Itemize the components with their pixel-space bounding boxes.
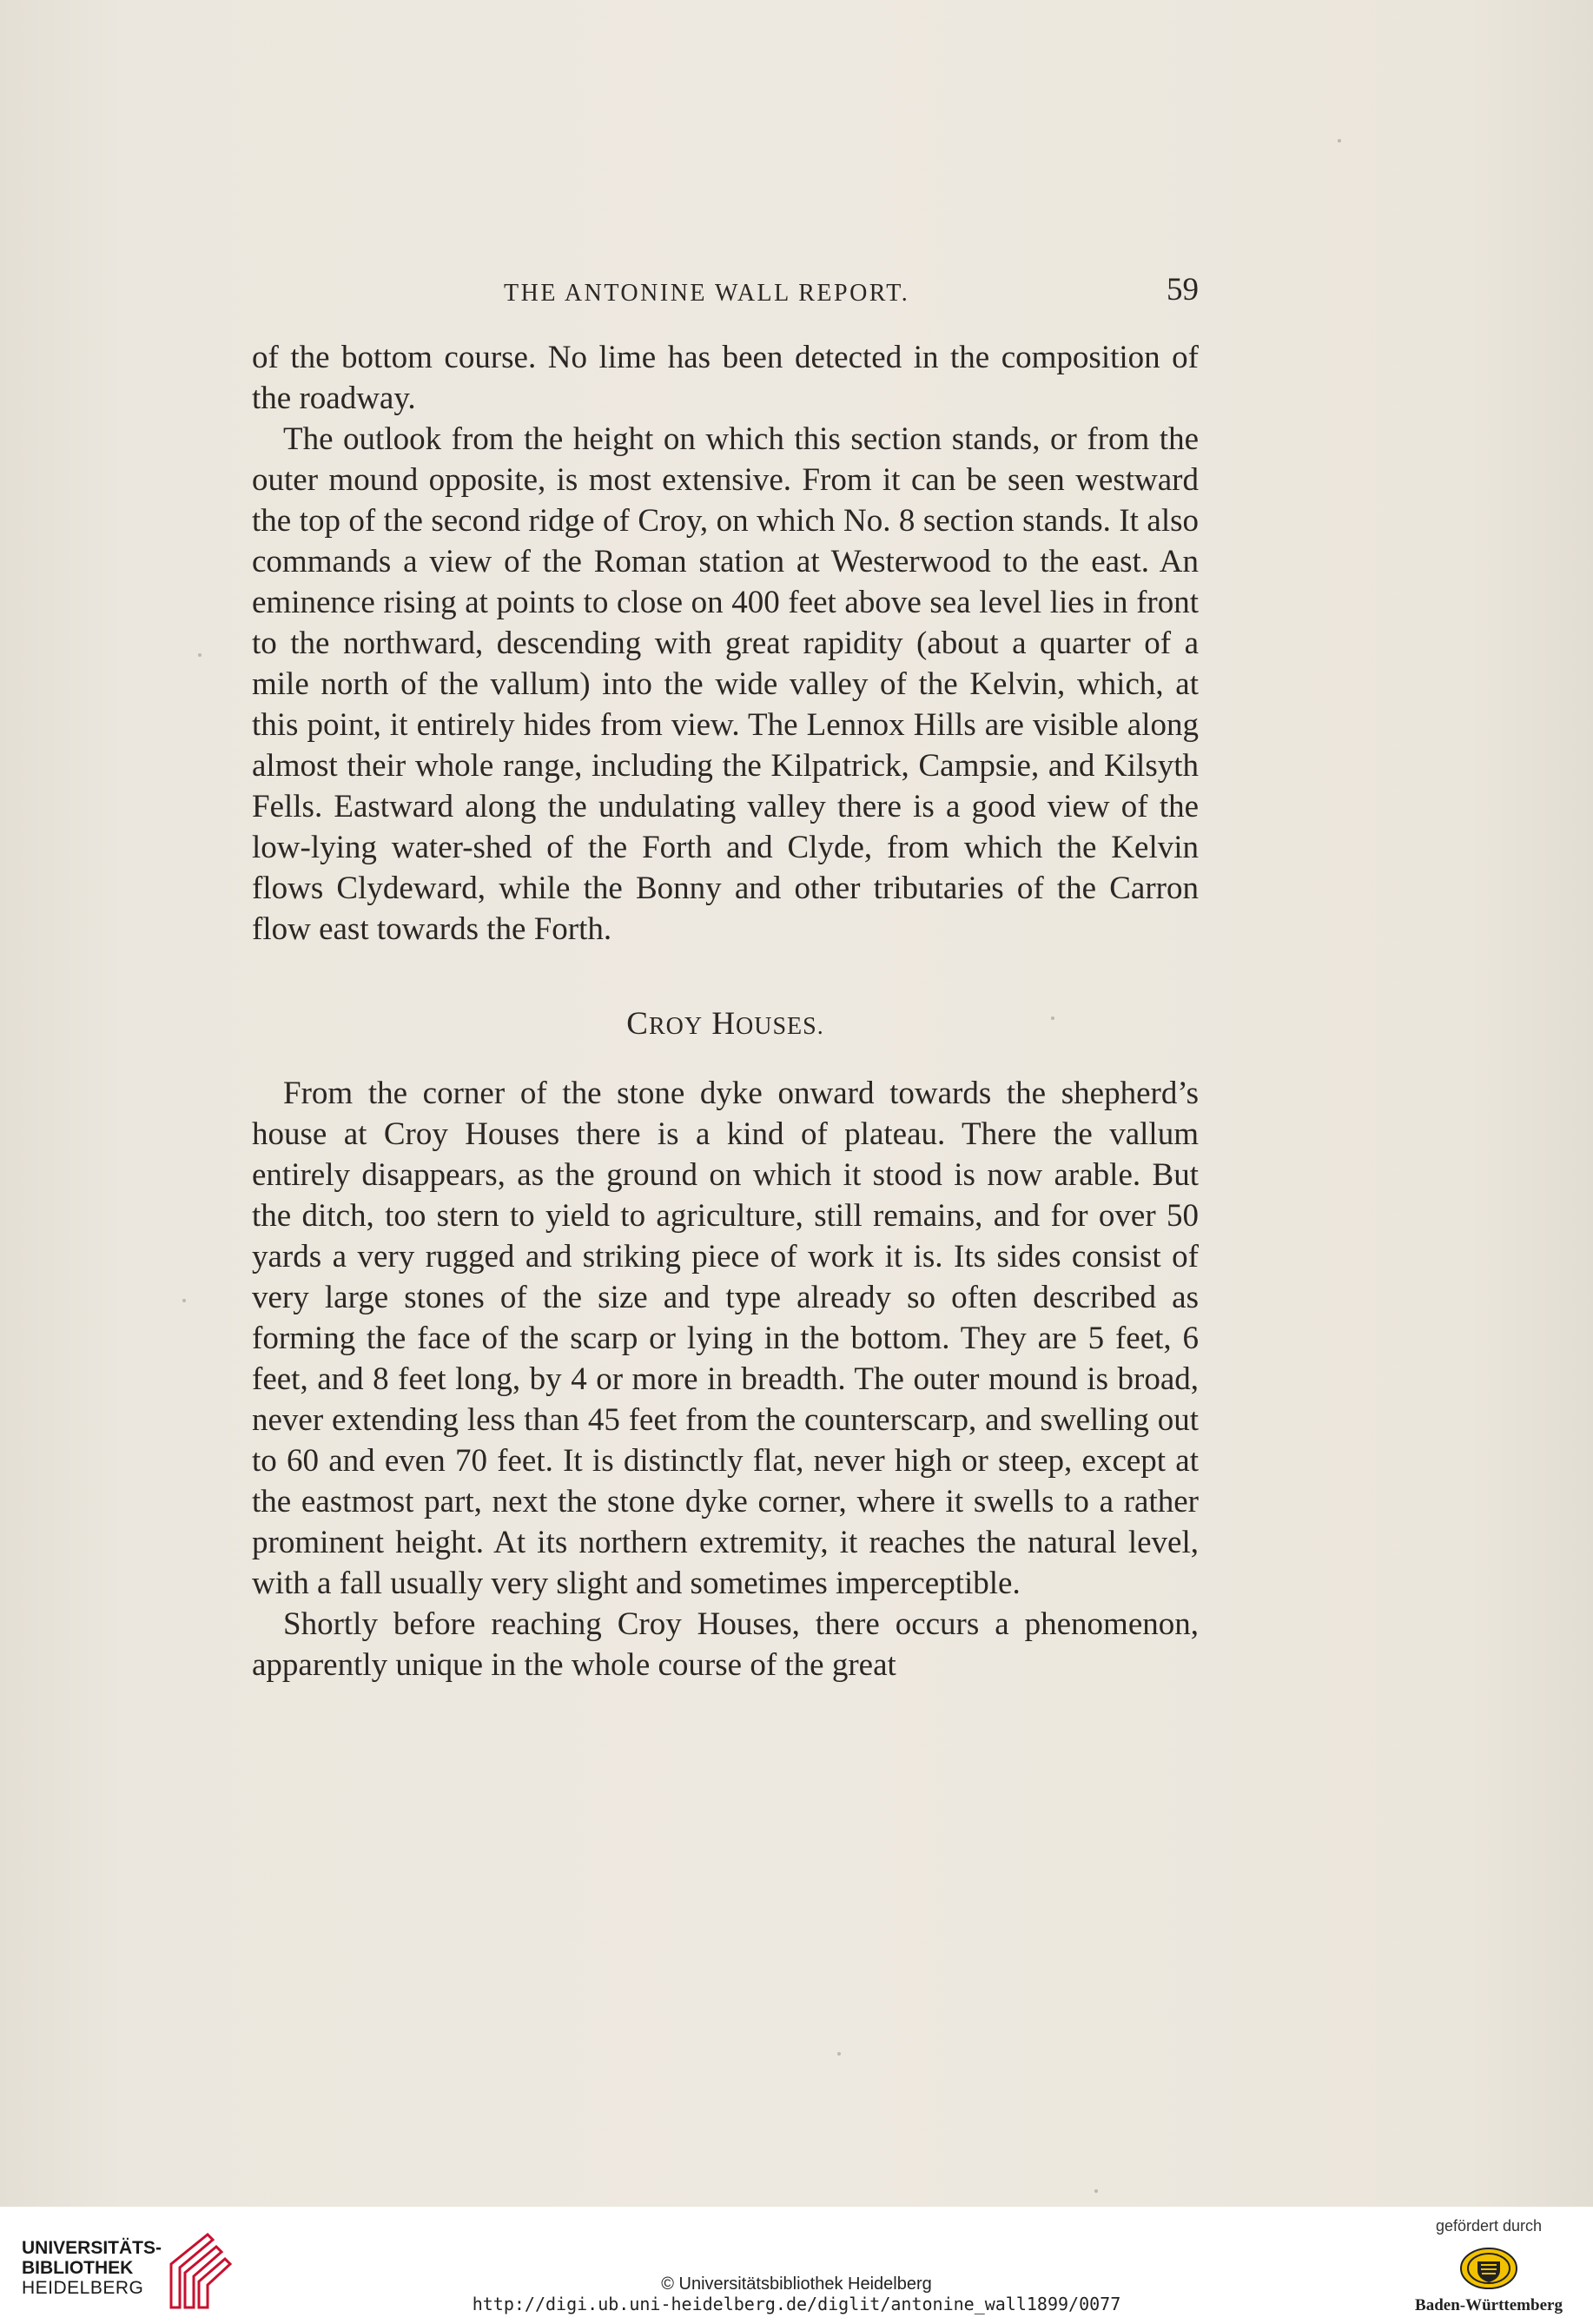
library-name-line1: UNIVERSITÄTS- (22, 2238, 162, 2258)
paper-speck (1338, 139, 1341, 142)
paper-speck (837, 2052, 841, 2056)
paper-speck (182, 1299, 186, 1302)
paper-speck (1051, 1016, 1054, 1020)
heading-initial-1: C (626, 1006, 649, 1042)
permalink-url[interactable]: http://digi.ub.uni-heidelberg.de/diglit/antonine_wall1899/0077 (472, 2294, 1121, 2314)
heading-initial-2: H (711, 1006, 737, 1042)
text-block (252, 337, 1199, 1685)
library-name-line2: BIBLIOTHEK (22, 2258, 134, 2278)
paragraph-continuation: of the bottom course. No lime has been detected in the composition of the roadway. (252, 340, 1199, 416)
copyright-notice: © Universitätsbibliothek Heidelberg (661, 2274, 932, 2294)
heading-rest-2: OUSES. (736, 1013, 824, 1040)
sponsor-name: Baden-Württemberg (1415, 2296, 1563, 2314)
page-number: 59 (1167, 272, 1199, 308)
sponsor-label: gefördert durch (1435, 2217, 1543, 2235)
paragraph-phenomenon: Shortly before reaching Croy Houses, there occurs a phenomenon, apparently unique in the whole course of the great (252, 1606, 1199, 1683)
paper-speck (198, 653, 202, 657)
paper-speck (1094, 2189, 1098, 2193)
heading-rest-1: ROY (648, 1013, 704, 1040)
running-title: THE ANTONINE WALL REPORT. (504, 280, 910, 307)
sponsor-block[interactable] (1402, 2217, 1576, 2321)
section-heading (252, 1003, 1199, 1047)
digitization-footer (0, 2207, 1593, 2324)
paragraph-croy-houses: From the corner of the stone dyke onward towards the shepherd’s house at Croy Houses there is a kind of plateau. There the vallum entirely disappears, as the ground on which it stood is now arable. But the ditch, too stern to yield to agriculture, still remains, and for over 50 yards a very rugged and striking piece of work it is. Its sides consist of very large stones of the size and type already so often described as forming the face of the scarp or lying in the bottom. They are 5 feet, 6 feet, and 8 feet long, by 4 or more in breadth. The outer mound is broad, never extending less than 45 feet from the counterscarp, and swelling out to 60 and even 70 feet. It is distinctly flat, never high or steep, except at the eastmost part, next the stone dyke corner, where it swells to a rather prominent height. At its northern extremity, it reaches the natural level, with a fall usually very slight and sometimes imperceptible. (252, 1076, 1199, 1601)
running-head (504, 271, 1199, 315)
library-name-line3: HEIDELBERG (22, 2278, 144, 2298)
paragraph-outlook: The outlook from the height on which this section stands, or from the outer mound opposite, is most extensive. From it can be seen westward the top of the second ridge of Croy, on which No. 8 section stands. It also commands a view of the Roman station at Westerwood to the east. An eminence rising at points to close on 400 feet above sea level lies in front to the northward, descending with great rapidity (about a quarter of a mile north of the vallum) into the wide valley of the Kelvin, which, at this point, it entirely hides from view. The Lennox Hills are visible along almost their whole range, including the Kilpatrick, Campsie, and Kilsyth Fells. Eastward along the undulating valley there is a good view of the low-lying water-shed of the Forth and Clyde, from which the Kelvin flows Clydeward, while the Bonny and other tributaries of the Carron flow east towards the Forth. (252, 421, 1199, 947)
state-emblem-icon (1458, 2246, 1519, 2291)
